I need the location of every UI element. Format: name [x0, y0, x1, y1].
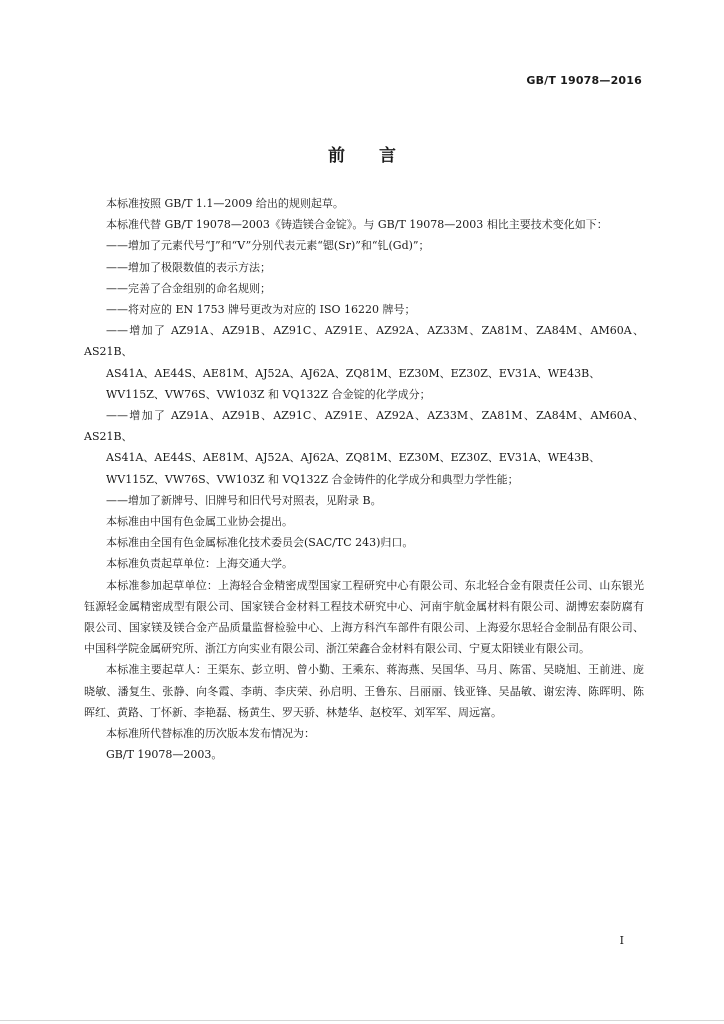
standard-code: GB/T 19078—2016: [526, 74, 642, 87]
change-item: ——增加了极限数值的表示方法；: [106, 260, 271, 274]
change-item: ——将对应的 EN 1753 牌号更改为对应的 ISO 16220 牌号；: [106, 303, 416, 317]
paragraph-replaces: 本标准代替 GB/T 19078—2003《铸造镁合金锭》。与 GB/T 19078—2003 相比主要技术变化如下：: [106, 218, 608, 232]
paragraph-technical-committee: 本标准由全国有色金属标准化技术委员会(SAC/TC 243)归口。: [106, 536, 414, 550]
change-item-continuation: AS41A、AE44S、AE81M、AJ52A、AJ62A、ZQ81M、EZ30M、EZ30Z、EV31A、WE43B、: [106, 451, 601, 465]
change-item: ——增加了新牌号、旧牌号和旧代号对照表，见附录 B。: [106, 493, 382, 507]
page-number: I: [619, 934, 624, 947]
change-item: ——增加了 AZ91A、AZ91B、AZ91C、AZ91E、AZ92A、AZ33M、ZA81M、ZA84M、AM60A、AS21B、: [84, 409, 644, 444]
paragraph-version-history: 本标准所代替标准的历次版本发布情况为：: [106, 727, 315, 741]
change-item: ——完善了合金组别的命名规则；: [106, 281, 271, 295]
paragraph-proposer: 本标准由中国有色金属工业协会提出。: [106, 515, 293, 529]
change-item-continuation: WV115Z、VW76S、VW103Z 和 VQ132Z 合金锭的化学成分；: [106, 387, 431, 401]
page-title: 前言: [328, 146, 430, 166]
change-item: ——增加了元素代号“J”和“V”分别代表元素“锶(Sr)”和“钆(Gd)”；: [106, 239, 430, 253]
change-item-continuation: WV115Z、VW76S、VW103Z 和 VQ132Z 合金铸件的化学成分和典型力学性能；: [106, 472, 519, 486]
change-item-continuation: AS41A、AE44S、AE81M、AJ52A、AJ62A、ZQ81M、EZ30M、EZ30Z、EV31A、WE43B、: [106, 366, 601, 380]
paragraph-participating-drafters: 本标准参加起草单位：上海轻合金精密成型国家工程研究中心有限公司、东北轻合金有限责任公司、山东银光钰源轻金属精密成型有限公司、国家镁合金材料工程技术研究中心、河南宇航金属材料有限公司、湖博宏泰防腐有限公司、国家镁及镁合金产品质量监督检验中心、上海方科汽车部件有限公司、上海爱尔思轻合金制品有限公司、中国科学院金属研究所、浙江方向实业有限公司、浙江荣鑫合金材料有限公司、宁夏太阳镁业有限公司。: [84, 578, 644, 656]
paragraph-drafting-rules: 本标准按照 GB/T 1.1—2009 给出的规则起草。: [106, 197, 344, 210]
page-bottom-divider: [0, 1020, 724, 1021]
paragraph-lead-drafter: 本标准负责起草单位：上海交通大学。: [106, 557, 293, 571]
foreword-body: [84, 193, 644, 765]
previous-version: GB/T 19078—2003。: [106, 748, 223, 762]
paragraph-main-drafters: 本标准主要起草人：王渠东、彭立明、曾小勤、王乘东、蒋海燕、吴国华、马月、陈雷、吴晓旭、王前进、庞晓敏、潘复生、张静、向冬霞、李萌、李庆荣、孙启明、王鲁东、吕丽丽、钱亚锋、吴晶敏、谢宏涛、陈晖明、陈晖红、黄路、丁怀新、李艳磊、杨黄生、罗天骄、林楚华、赵校军、刘军军、周远富。: [84, 663, 644, 719]
change-item: ——增加了 AZ91A、AZ91B、AZ91C、AZ91E、AZ92A、AZ33M、ZA81M、ZA84M、AM60A、AS21B、: [84, 324, 644, 359]
